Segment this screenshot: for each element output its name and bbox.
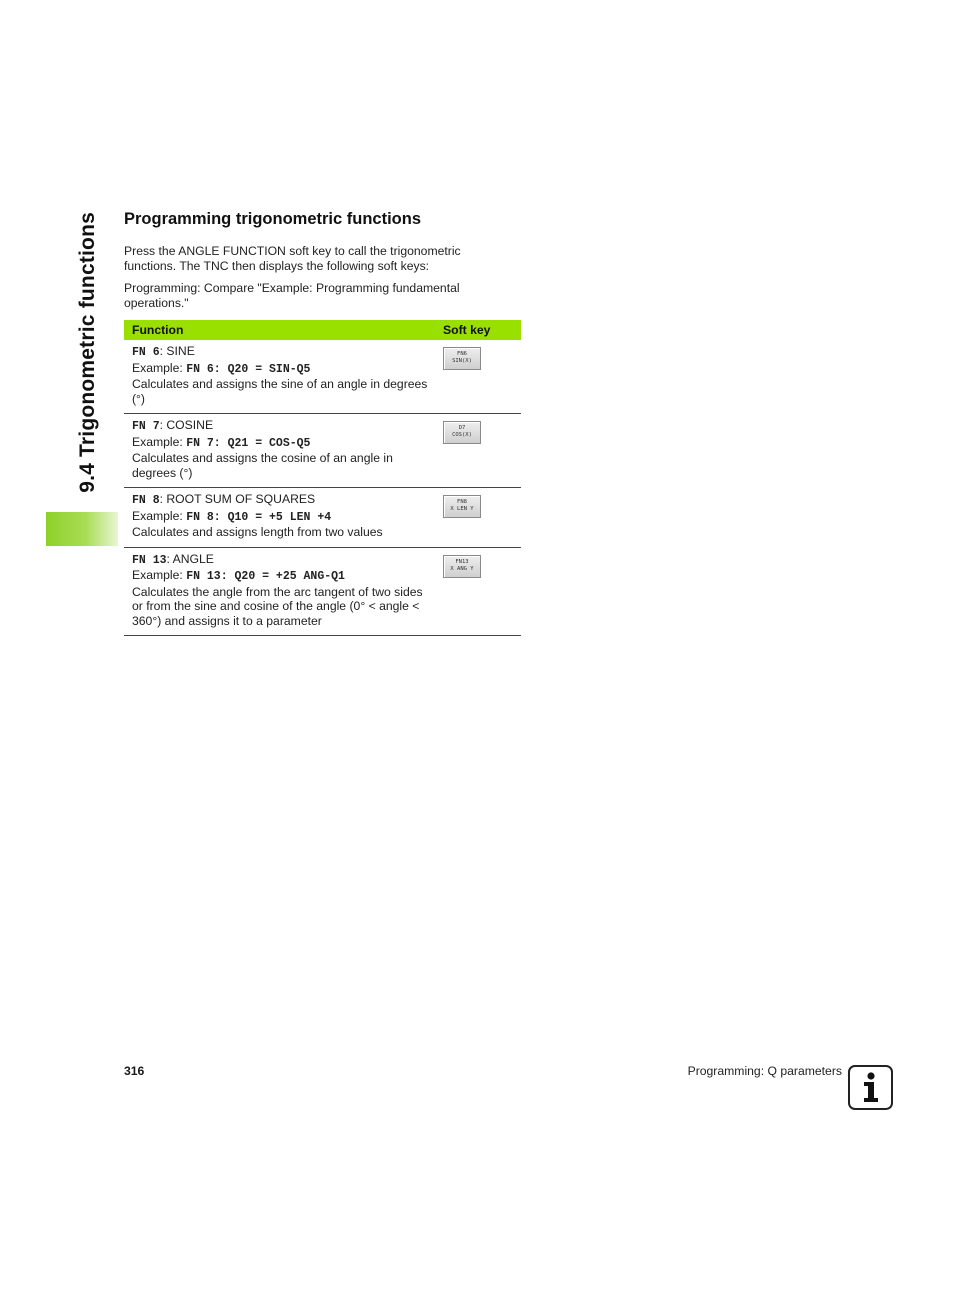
example-label: Example: xyxy=(132,434,187,449)
function-code: FN 7 xyxy=(132,420,160,433)
section-title: Programming trigonometric functions xyxy=(124,210,422,228)
info-glyph-icon xyxy=(850,1067,891,1108)
reference-paragraph: Programming: Compare "Example: Programming fundamental operations." xyxy=(124,281,460,310)
table-row xyxy=(124,547,521,636)
function-description: Calculates and assigns length from two values xyxy=(132,525,383,539)
function-name: : SINE xyxy=(159,344,195,358)
example-code: FN 13: Q20 = +25 ANG-Q1 xyxy=(186,570,345,583)
info-icon xyxy=(848,1065,893,1110)
header-function: Function xyxy=(124,320,439,340)
running-title: Programming: Q parameters xyxy=(687,1064,842,1078)
table-row xyxy=(124,488,521,548)
softkey-label: SIN(X) xyxy=(452,358,472,364)
chapter-title-text: 9.4 Trigonometric functions xyxy=(76,212,99,493)
softkey-label: COS(X) xyxy=(452,432,472,438)
function-name: : ROOT SUM OF SQUARES xyxy=(159,492,316,506)
function-description: Calculates and assigns the cosine of an angle in degrees (°) xyxy=(132,451,393,480)
chapter-side-title xyxy=(76,212,100,512)
softkey-cell xyxy=(439,547,521,636)
softkey-label: FN6 xyxy=(457,351,467,357)
table-row xyxy=(124,340,521,414)
function-cell xyxy=(124,547,439,636)
function-code: FN 8 xyxy=(132,494,160,507)
function-description: Calculates the angle from the arc tangent of two sides or from the sine and cosine of the angle (0° < angle < 360°) and assigns it to a parameter xyxy=(132,584,423,628)
function-description: Calculates and assigns the sine of an angle in degrees (°) xyxy=(132,377,428,406)
chapter-tab-marker xyxy=(46,512,118,546)
intro-paragraph: Press the ANGLE FUNCTION soft key to call the trigonometric functions. The TNC then displays the following soft keys: xyxy=(124,244,461,273)
example-code: FN 8: Q10 = +5 LEN +4 xyxy=(186,510,332,524)
example-label: Example: xyxy=(132,360,187,375)
function-code: FN 6 xyxy=(132,346,160,359)
softkey-label: X ANG Y xyxy=(450,565,474,572)
softkey-root-sum-button[interactable] xyxy=(443,495,481,518)
header-softkey: Soft key xyxy=(439,320,521,340)
function-name: : ANGLE xyxy=(166,551,214,566)
example-label: Example: xyxy=(132,568,187,582)
table-header-row xyxy=(124,320,521,340)
function-code: FN 13 xyxy=(132,553,167,567)
softkey-label: FN8 xyxy=(457,499,467,505)
page-number: 316 xyxy=(124,1064,145,1078)
softkey-cell xyxy=(439,414,521,488)
example-code: FN 6: Q20 = SIN-Q5 xyxy=(186,362,311,376)
softkey-cosine-button[interactable] xyxy=(443,421,481,444)
function-table xyxy=(124,320,521,636)
table-row xyxy=(124,414,521,488)
example-label: Example: xyxy=(132,508,187,523)
function-cell xyxy=(124,488,439,548)
function-cell xyxy=(124,340,439,414)
example-code: FN 7: Q21 = COS-Q5 xyxy=(186,436,311,450)
softkey-cell xyxy=(439,340,521,414)
softkey-angle-button[interactable] xyxy=(443,555,481,578)
softkey-label: D7 xyxy=(458,425,466,431)
softkey-label: FN13 xyxy=(455,558,469,565)
softkey-sine-button[interactable] xyxy=(443,347,481,370)
softkey-cell xyxy=(439,488,521,548)
function-name: : COSINE xyxy=(159,418,214,432)
softkey-label: X LEN Y xyxy=(450,506,474,512)
function-cell xyxy=(124,414,439,488)
